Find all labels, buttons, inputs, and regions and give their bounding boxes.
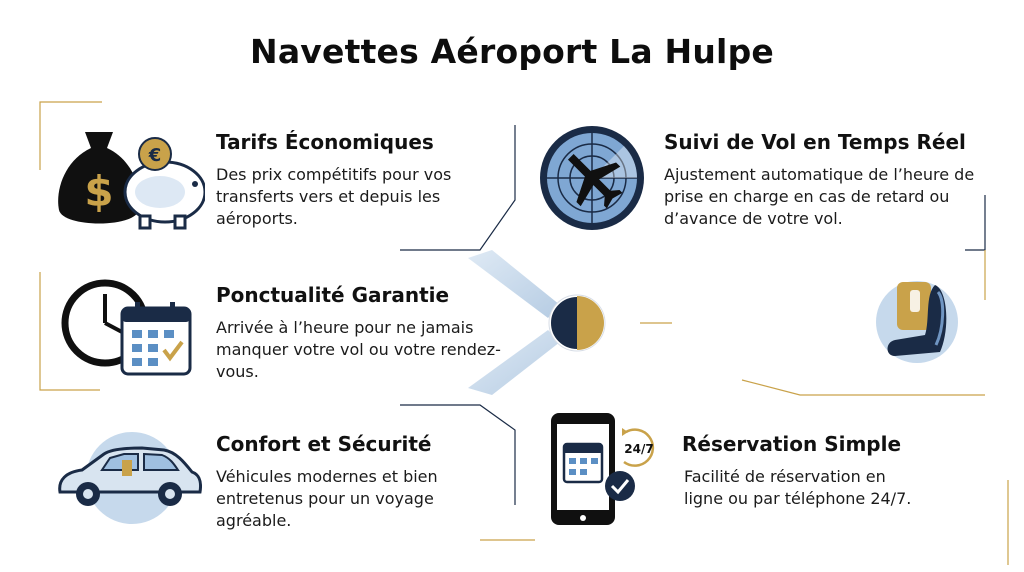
svg-text:$: $ [84,167,114,216]
money-bag-piggy-bank-icon [55,120,205,239]
feature-suivi-vol [664,130,984,230]
feature-reservation [672,432,972,510]
feature-description: Arrivée à l’heure pour ne jamais manquer votre vol ou votre rendez-vous. [216,318,501,381]
feature-description: Véhicules modernes et bien entretenus pour un voyage agréable. [216,467,438,530]
feature-ponctualite [216,283,506,383]
feature-title: Suivi de Vol en Temps Réel [664,130,966,154]
plane-radar-icon [538,124,648,238]
feature-title: Ponctualité Garantie [216,283,450,307]
clock-calendar-icon [60,278,200,392]
page-title: Navettes Aéroport La Hulpe [250,32,774,71]
smartphone-calendar-icon [548,410,668,532]
feature-description: Ajustement automatique de l’heure de prise en charge en cas de retard ou d’avance de votre vol. [664,165,975,228]
feature-title: Confort et Sécurité [216,432,432,456]
feature-title: Tarifs Économiques [216,130,434,154]
feature-title: Réservation Simple [682,432,902,456]
car-icon [52,430,202,534]
feature-description: Facilité de réservation en ligne ou par téléphone 24/7. [684,467,912,508]
badge-24-7: 24/7 [624,442,654,456]
feature-confort [216,432,506,532]
feature-description: Des prix compétitifs pour vos transferts vers et depuis les aéroports. [216,165,452,228]
car-seat-icon [876,281,958,363]
svg-text:€: € [148,145,162,166]
feature-tarifs [216,130,506,230]
